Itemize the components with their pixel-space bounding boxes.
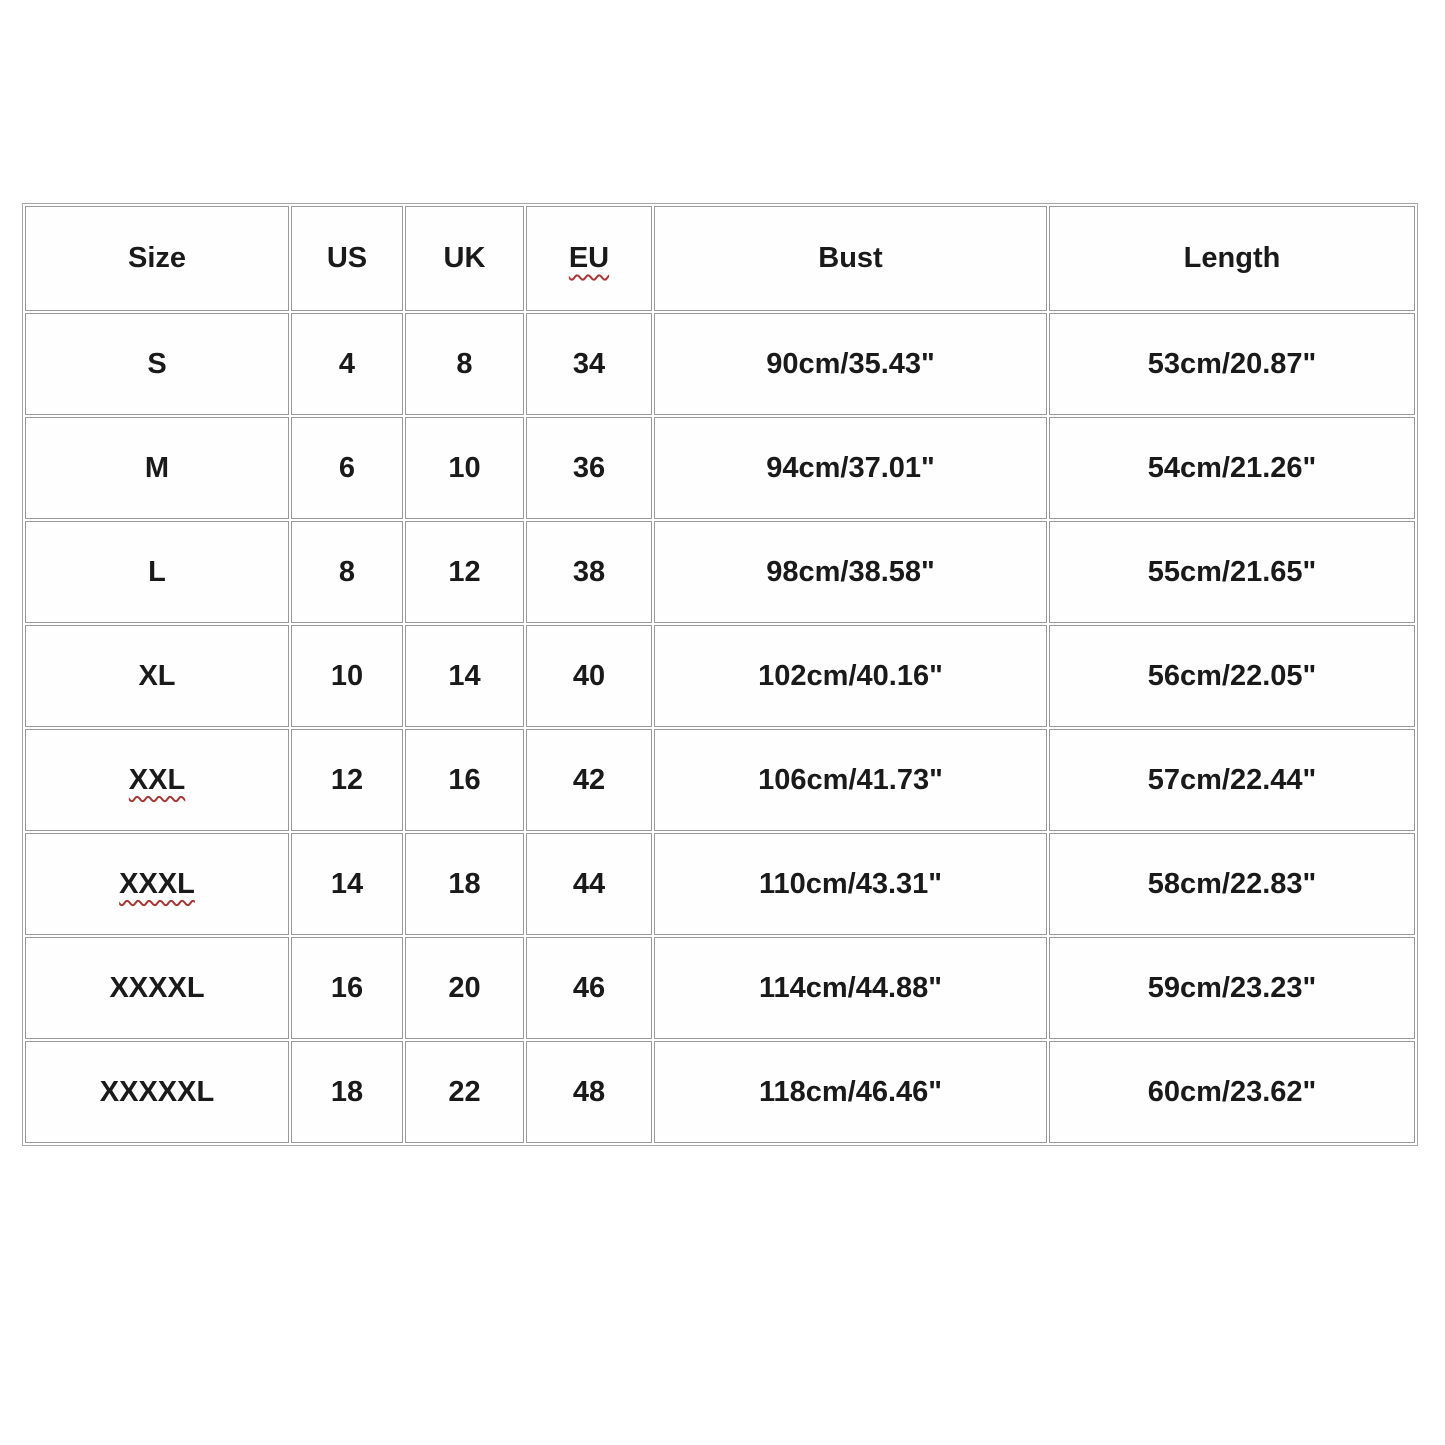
header-label-uk: UK [443, 242, 486, 274]
cell-length [1049, 417, 1415, 519]
eu-value: 38 [572, 555, 606, 588]
cell-uk [405, 729, 524, 831]
us-value: 18 [330, 1075, 364, 1108]
uk-value: 12 [448, 555, 481, 588]
cell-bust [654, 313, 1047, 415]
cell-size [25, 521, 289, 623]
eu-value: 44 [572, 867, 606, 900]
cell-length [1049, 833, 1415, 935]
cell-bust [654, 417, 1047, 519]
cell-size [25, 417, 289, 519]
eu-value: 36 [572, 451, 606, 484]
cell-eu [526, 1041, 652, 1143]
header-cell-length [1049, 206, 1415, 311]
uk-value: 22 [448, 1075, 481, 1108]
cell-bust [654, 937, 1047, 1039]
cell-us [291, 729, 403, 831]
table-row-xl [25, 625, 1415, 727]
uk-value: 10 [448, 451, 481, 484]
uk-value: 8 [456, 347, 473, 380]
cell-size [25, 1041, 289, 1143]
size-value: XXXXL [109, 971, 205, 1004]
cell-uk [405, 625, 524, 727]
cell-uk [405, 417, 524, 519]
length-value: 56cm/22.05" [1147, 659, 1317, 692]
cell-length [1049, 937, 1415, 1039]
cell-us [291, 937, 403, 1039]
us-value: 10 [330, 659, 364, 692]
header-cell-size [25, 206, 289, 311]
cell-length [1049, 313, 1415, 415]
table-row-xxxxl [25, 937, 1415, 1039]
bust-value: 106cm/41.73" [758, 763, 943, 796]
bust-value: 90cm/35.43" [766, 347, 935, 380]
length-value: 59cm/23.23" [1147, 971, 1317, 1004]
table-row-xxxl [25, 833, 1415, 935]
cell-size [25, 313, 289, 415]
cell-bust [654, 625, 1047, 727]
header-cell-bust [654, 206, 1047, 311]
eu-value: 40 [572, 659, 606, 692]
header-label-length: Length [1183, 242, 1281, 274]
header-cell-uk [405, 206, 524, 311]
bust-value: 118cm/46.46" [758, 1075, 943, 1108]
length-value: 60cm/23.62" [1147, 1075, 1317, 1108]
length-value: 54cm/21.26" [1147, 451, 1317, 484]
cell-eu [526, 521, 652, 623]
bust-value: 114cm/44.88" [758, 971, 943, 1004]
cell-uk [405, 313, 524, 415]
cell-us [291, 417, 403, 519]
cell-eu [526, 625, 652, 727]
cell-us [291, 833, 403, 935]
uk-value: 14 [448, 659, 481, 692]
cell-eu [526, 417, 652, 519]
eu-value: 46 [572, 971, 606, 1004]
header-row [25, 206, 1415, 311]
cell-length [1049, 729, 1415, 831]
cell-uk [405, 1041, 524, 1143]
us-value: 14 [330, 867, 364, 900]
size-value: XXXXXL [99, 1075, 215, 1108]
eu-value: 48 [572, 1075, 606, 1108]
size-value: S [147, 347, 167, 380]
bust-value: 94cm/37.01" [766, 451, 935, 484]
cell-bust [654, 729, 1047, 831]
table-row-xxxxxl [25, 1041, 1415, 1143]
cell-us [291, 521, 403, 623]
cell-eu [526, 833, 652, 935]
length-value: 57cm/22.44" [1147, 763, 1317, 796]
header-label-bust: Bust [818, 242, 883, 274]
bust-value: 102cm/40.16" [758, 659, 943, 692]
cell-bust [654, 833, 1047, 935]
table-row-m [25, 417, 1415, 519]
cell-us [291, 625, 403, 727]
eu-value: 34 [572, 347, 606, 380]
table-row-s [25, 313, 1415, 415]
header-label-eu: EU [568, 242, 610, 274]
cell-us [291, 1041, 403, 1143]
cell-size [25, 729, 289, 831]
table-row-l [25, 521, 1415, 623]
us-value: 8 [338, 555, 356, 588]
header-label-size: Size [127, 242, 187, 274]
cell-us [291, 313, 403, 415]
size-value: L [148, 555, 166, 588]
cell-uk [405, 833, 524, 935]
us-value: 16 [330, 971, 364, 1004]
cell-bust [654, 521, 1047, 623]
size-value: XXXL [119, 867, 195, 900]
cell-length [1049, 521, 1415, 623]
us-value: 6 [338, 451, 356, 484]
cell-bust [654, 1041, 1047, 1143]
cell-size [25, 625, 289, 727]
cell-uk [405, 521, 524, 623]
bust-value: 110cm/43.31" [758, 867, 943, 900]
size-value: XXL [128, 763, 186, 796]
size-value: XL [138, 659, 176, 692]
uk-value: 18 [448, 867, 481, 900]
eu-value: 42 [572, 763, 606, 796]
size-chart-table [22, 203, 1418, 1146]
bust-value: 98cm/38.58" [766, 555, 935, 588]
cell-eu [526, 729, 652, 831]
cell-size [25, 937, 289, 1039]
cell-eu [526, 313, 652, 415]
table-row-xxl [25, 729, 1415, 831]
length-value: 58cm/22.83" [1147, 867, 1317, 900]
size-value: M [144, 451, 170, 484]
uk-value: 16 [448, 763, 481, 796]
us-value: 12 [330, 763, 364, 796]
header-label-us: US [326, 242, 368, 274]
us-value: 4 [338, 347, 356, 380]
header-cell-us [291, 206, 403, 311]
cell-eu [526, 937, 652, 1039]
cell-length [1049, 625, 1415, 727]
cell-length [1049, 1041, 1415, 1143]
header-cell-eu [526, 206, 652, 311]
uk-value: 20 [448, 971, 481, 1004]
length-value: 55cm/21.65" [1147, 555, 1317, 588]
cell-uk [405, 937, 524, 1039]
length-value: 53cm/20.87" [1147, 347, 1317, 380]
cell-size [25, 833, 289, 935]
